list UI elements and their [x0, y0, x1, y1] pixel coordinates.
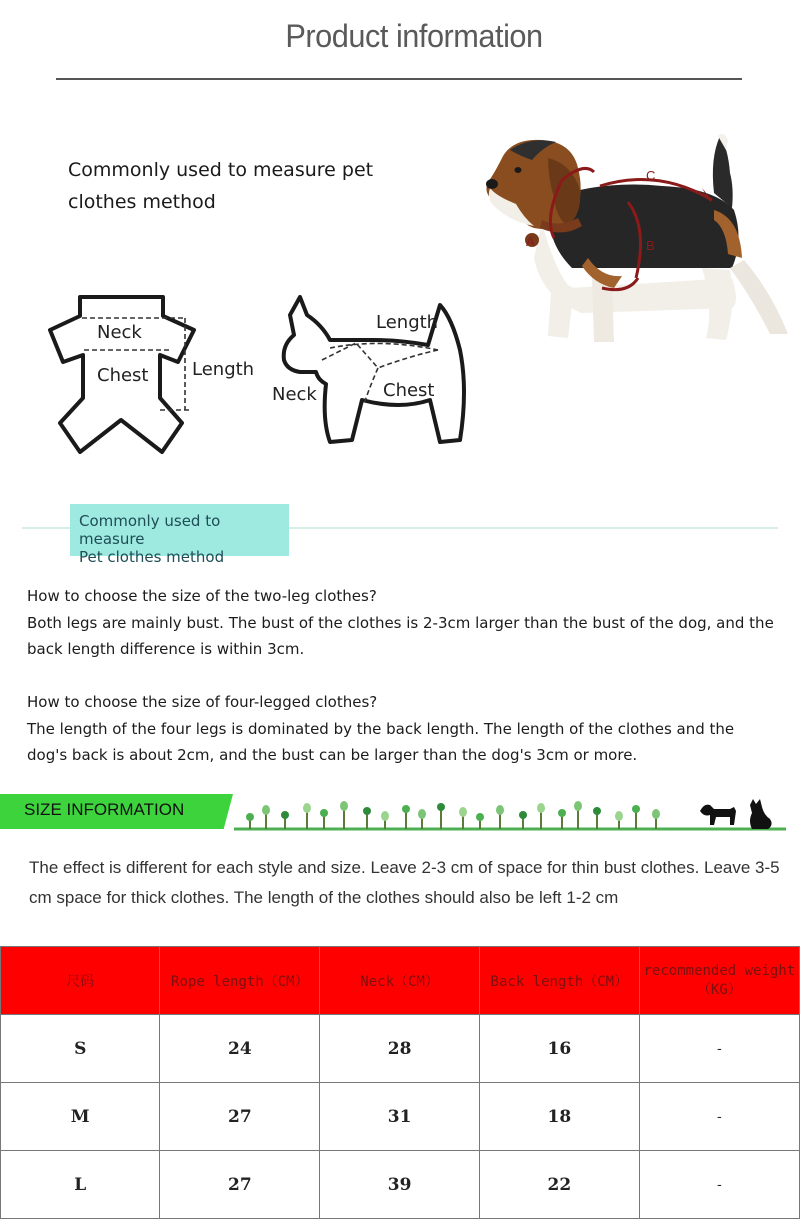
- table-cell: -: [639, 1083, 799, 1151]
- intro-text: Commonly used to measure pet clothes method: [68, 159, 374, 213]
- tree-crown: [593, 807, 601, 815]
- page-title: Product information: [285, 18, 543, 54]
- two-leg-neck-label: Neck: [97, 322, 142, 343]
- header-recommended-weight: recommended weight（KG）: [639, 947, 799, 1015]
- four-leg-guide: [27, 689, 777, 769]
- tree-crown: [652, 809, 660, 819]
- table-header-row: [1, 947, 800, 1015]
- header-rope-length: Rope length（CM）: [160, 947, 320, 1015]
- size-info-heading: SIZE INFORMATION: [24, 800, 185, 819]
- tree-crown: [320, 809, 328, 817]
- tree-crown: [437, 803, 445, 811]
- tree-crown: [519, 811, 527, 819]
- measurement-diagrams: [0, 280, 480, 470]
- four-leg-answer: The length of the four legs is dominated by the back length. The length of the clothes and the dog's back is about 2cm, and the bust can be larger than the dog's 3cm or more.: [27, 719, 735, 764]
- tree-crown: [340, 801, 348, 811]
- tree-crown: [418, 809, 426, 819]
- table-cell: 39: [320, 1151, 480, 1219]
- two-leg-answer: Both legs are mainly bust. The bust of the clothes is 2-3cm larger than the bust of the dog, and the back length difference is within 3cm.: [27, 613, 774, 658]
- four-leg-question: How to choose the size of four-legged clothes?: [27, 693, 378, 711]
- table-row: [1, 1015, 800, 1083]
- table-cell: 24: [160, 1015, 320, 1083]
- table-row: [1, 1083, 800, 1151]
- table-row: [1, 1151, 800, 1219]
- tree-crown: [632, 805, 640, 813]
- tree-crown: [476, 813, 484, 821]
- two-leg-question: How to choose the size of the two-leg clothes?: [27, 587, 377, 605]
- header-back-length: Back length（CM）: [479, 947, 639, 1015]
- callout-box: [70, 504, 289, 566]
- tree-trunk: [405, 811, 407, 829]
- table-cell: 27: [160, 1083, 320, 1151]
- tree-trunk: [635, 811, 637, 829]
- tree-crown: [574, 801, 582, 811]
- tree-trunk: [561, 815, 563, 829]
- four-leg-length-label: Length: [376, 312, 439, 333]
- tree-crown: [558, 809, 566, 817]
- table-cell: S: [1, 1015, 160, 1083]
- beagle-photo: [482, 128, 794, 356]
- dog-silhouette-icon: [700, 805, 736, 825]
- tree-crown: [281, 811, 289, 819]
- table-cell: 28: [320, 1015, 480, 1083]
- tree-trunk: [323, 815, 325, 829]
- tree-crown: [303, 803, 311, 813]
- two-leg-guide: [27, 583, 777, 663]
- tree-trunk: [366, 813, 368, 829]
- tree-crown: [363, 807, 371, 815]
- title-divider: [56, 78, 742, 80]
- tree-trunk: [596, 813, 598, 829]
- tree-crown: [496, 805, 504, 815]
- table-cell: 18: [479, 1083, 639, 1151]
- table-cell: 16: [479, 1015, 639, 1083]
- table-cell: L: [1, 1151, 160, 1219]
- tree-crown: [262, 805, 270, 815]
- callout-line-2: Pet clothes method: [79, 548, 225, 566]
- photo-mark-b: B: [646, 238, 655, 253]
- cat-silhouette-icon: [750, 799, 772, 829]
- table-cell: -: [639, 1151, 799, 1219]
- tree-crown: [537, 803, 545, 813]
- size-note: The effect is different for each style and size. Leave 2-3 cm of space for thin bust clothes. Leave 3-5 cm space for thick clothes. The length of the clothes should also be left 1-2 cm: [29, 858, 780, 907]
- header-neck: Neck（CM）: [320, 947, 480, 1015]
- tree-crown: [615, 811, 623, 821]
- tree-trunk: [440, 809, 442, 829]
- tree-crown: [402, 805, 410, 813]
- two-leg-length-label: Length: [192, 359, 255, 380]
- photo-mark-a: A: [526, 234, 535, 249]
- photo-mark-c: C: [646, 168, 656, 183]
- table-cell: 27: [160, 1151, 320, 1219]
- tree-crown: [246, 813, 254, 821]
- table-cell: 31: [320, 1083, 480, 1151]
- tree-crown: [381, 811, 389, 821]
- two-leg-chest-label: Chest: [97, 365, 149, 386]
- callout-line-1: Commonly used to measure: [79, 512, 221, 548]
- tree-trunk: [577, 808, 579, 829]
- header-size: 尺码: [1, 947, 160, 1015]
- size-table: [0, 946, 800, 1219]
- tree-crown: [459, 807, 467, 817]
- table-cell: 22: [479, 1151, 639, 1219]
- tree-line-decoration: [230, 795, 790, 835]
- four-leg-neck-label: Neck: [272, 384, 317, 405]
- four-leg-chest-label: Chest: [383, 380, 435, 401]
- table-cell: M: [1, 1083, 160, 1151]
- tree-trunk: [343, 808, 345, 829]
- table-cell: -: [639, 1015, 799, 1083]
